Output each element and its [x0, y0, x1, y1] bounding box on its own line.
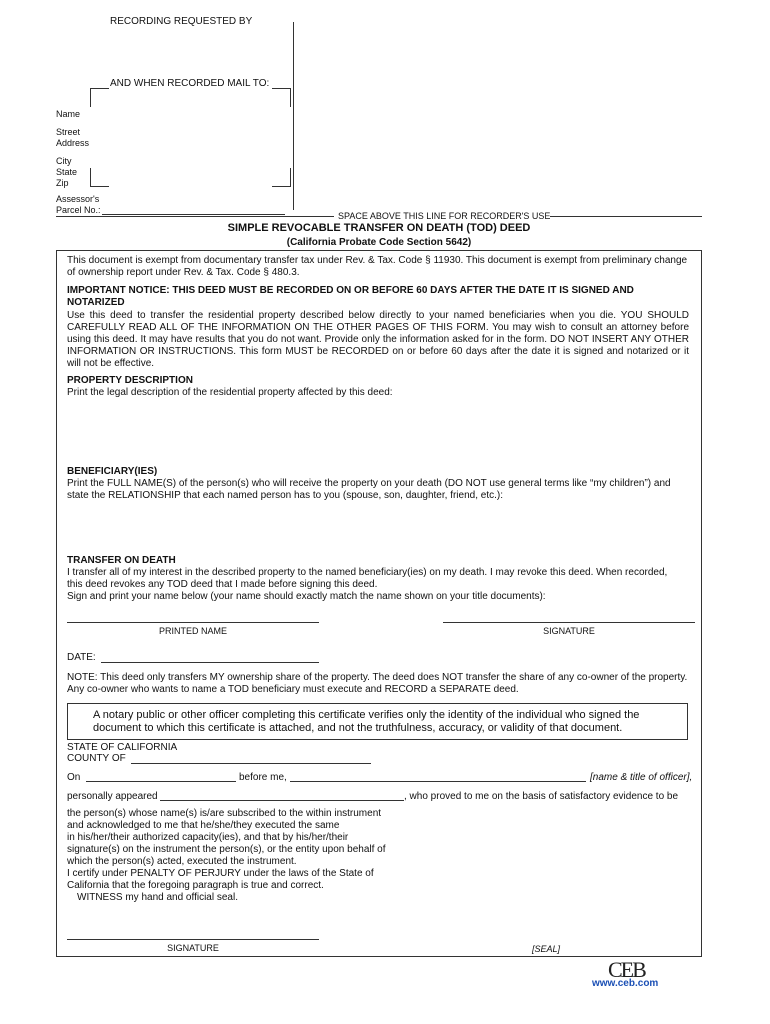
property-description-field[interactable]: [67, 400, 689, 462]
parcel-label: Parcel No.:: [56, 205, 101, 215]
personally-appeared-label: personally appeared: [67, 791, 158, 802]
street-label: Street: [56, 127, 81, 137]
deed-title: SIMPLE REVOCABLE TRANSFER ON DEATH (TOD) DEED: [227, 222, 531, 234]
transfer-line-2: this deed revokes any TOD deed that I made before signing this deed.: [67, 579, 378, 590]
officer-name-line[interactable]: [290, 781, 586, 782]
recorder-line-left: [56, 216, 334, 217]
witness-statement: WITNESS my hand and official seal.: [77, 892, 238, 903]
exempt-statement: This document is exempt from documentary transfer tax under Rev. & Tax. Code § 11930. This document is exempt from preliminary change of ownership report under Rev. & Tax. Code § 480.3.: [67, 255, 688, 278]
date-label: DATE:: [67, 652, 96, 663]
zip-label: Zip: [56, 178, 69, 188]
property-description-instruction: Print the legal description of the residential property affected by this deed:: [67, 387, 393, 398]
bracket-bottom-left: [90, 168, 109, 187]
header-vertical-divider: [293, 22, 294, 210]
recorder-line-right: [550, 216, 702, 217]
beneficiaries-heading: BENEFICIARY(IES): [67, 466, 158, 477]
transfer-line-3: Sign and print your name below (your name should exactly match the name shown on your title documents):: [67, 591, 546, 602]
notary-signature-line[interactable]: [67, 939, 319, 940]
notary-paragraph-line-6: I certify under PENALTY OF PERJURY under the laws of the State of: [67, 868, 374, 879]
notary-paragraph-line-4: signature(s) on the instrument the person(s), or the entity upon behalf of: [67, 844, 386, 855]
printed-name-line[interactable]: [67, 622, 319, 623]
city-label: City: [56, 156, 72, 166]
name-label: Name: [56, 109, 81, 119]
state-of-california: STATE OF CALIFORNIA: [67, 742, 178, 753]
notary-paragraph-line-2: and acknowledged to me that he/she/they executed the same: [67, 820, 340, 831]
printed-name-label: PRINTED NAME: [158, 626, 227, 636]
notary-signature-label: SIGNATURE: [167, 943, 219, 953]
ceb-logo: CEB: [608, 957, 645, 982]
proved-statement: , who proved to me on the basis of satisfactory evidence to be: [404, 791, 679, 802]
assessor-label: Assessor's: [56, 194, 100, 204]
deed-subtitle: (California Probate Code Section 5642): [286, 237, 472, 248]
bracket-top-left: [90, 88, 109, 107]
important-notice-text: Use this deed to transfer the residential property described below directly to your named beneficiaries when you die. YOU SHOULD CAREFULLY READ ALL OF THE INFORMATION ON THE OTHER PAGES OF THIS FORM. You may wish to consult an attorney before using this deed. It may have results that you do not want. Provide only the information asked for in the form. DO NOT INSERT ANY OTHER INFORMATION OR INSTRUCTIONS. This form MUST be RECORDED on or before 60 days after the date it is signed and notarized or it will not be effective.: [67, 310, 689, 369]
ceb-website-link[interactable]: www.ceb.com: [592, 978, 659, 989]
property-description-heading: PROPERTY DESCRIPTION: [67, 375, 193, 386]
date-line[interactable]: [101, 662, 319, 663]
personally-appeared-line[interactable]: [160, 800, 404, 801]
bracket-bottom-right: [272, 168, 291, 187]
beneficiaries-field[interactable]: [67, 505, 689, 550]
notary-paragraph-line-1: the person(s) whose name(s) is/are subscribed to the within instrument: [67, 808, 382, 819]
signature-label: SIGNATURE: [543, 626, 595, 636]
recorders-use-label: SPACE ABOVE THIS LINE FOR RECORDER'S USE: [338, 211, 551, 221]
officer-title-label: [name & title of officer],: [590, 772, 693, 783]
beneficiaries-instruction: Print the FULL NAME(S) of the person(s) who will receive the property on your death (DO NOT use general terms like “my children”) and state the RELATIONSHIP that each named person has to you (spouse, son, daughter, friend, etc.):: [67, 478, 671, 501]
transfer-line-1: I transfer all of my interest in the described property to the named beneficiary(ies) on my death. I may revoke this deed. When recorded,: [67, 567, 668, 578]
parcel-number-line[interactable]: [102, 214, 285, 215]
seal-label: [SEAL]: [532, 944, 561, 954]
important-notice-heading: IMPORTANT NOTICE: THIS DEED MUST BE RECORDED ON OR BEFORE 60 DAYS AFTER THE DATE IT IS SIGNED AND NOTARIZED: [67, 285, 634, 308]
notary-on-label: On: [67, 772, 81, 783]
county-line[interactable]: [131, 763, 371, 764]
notary-paragraph-line-7: California that the foregoing paragraph is true and correct.: [67, 880, 324, 891]
address-label: Address: [56, 138, 90, 148]
signature-line[interactable]: [443, 622, 695, 623]
notary-paragraph-line-3: in his/her/their authorized capacity(ies), and that by his/her/their: [67, 832, 349, 843]
recording-requested-by: RECORDING REQUESTED BY: [110, 16, 253, 27]
before-me-label: before me,: [239, 772, 287, 783]
notary-disclaimer-text: A notary public or other officer completing this certificate verifies only the identity of the individual who signed the document to which this certificate is attached, and not the truthfulness, accuracy, or validity of that document.: [93, 709, 640, 734]
bracket-top-right: [272, 88, 291, 107]
notary-date-line[interactable]: [86, 781, 236, 782]
mail-to-label: AND WHEN RECORDED MAIL TO:: [110, 78, 270, 89]
notary-paragraph-line-5: which the person(s) acted, executed the instrument.: [67, 856, 297, 867]
co-owner-note: NOTE: This deed only transfers MY ownership share of the property. The deed does NOT transfer the share of any co-owner of the property. Any co-owner who wants to name a TOD beneficiary must execute and RECORD a SEPARATE deed.: [67, 672, 688, 695]
state-label: State: [56, 167, 78, 177]
county-of-label: COUNTY OF: [67, 753, 126, 764]
transfer-on-death-heading: TRANSFER ON DEATH: [67, 555, 176, 566]
